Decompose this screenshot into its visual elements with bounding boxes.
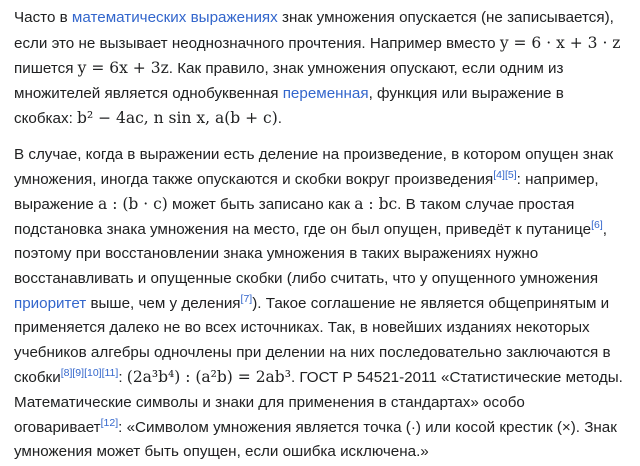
reference-9[interactable]: [9] bbox=[72, 367, 85, 380]
reference-7[interactable]: [7] bbox=[240, 292, 253, 305]
text: , функция или выражение в скобках: bbox=[14, 84, 564, 128]
formula-short: a : bc bbox=[354, 195, 398, 214]
text: . bbox=[277, 110, 282, 128]
reference-4[interactable]: [4] bbox=[493, 168, 505, 181]
formula-example-short: y = 6x + 3z bbox=[77, 59, 169, 78]
text: пишется bbox=[14, 60, 78, 78]
text: . Как правило, знак умножения опускают, если одним из множителей является однобуквенная bbox=[14, 60, 564, 102]
paragraph-omitting-multiplication bbox=[14, 6, 626, 132]
text: : например, выражение bbox=[14, 170, 599, 214]
reference-11[interactable]: [11] bbox=[101, 367, 119, 380]
reference-10[interactable]: [10] bbox=[84, 367, 102, 380]
formula-division: (2a³b⁴) : (a²b) = 2ab³ bbox=[126, 368, 291, 387]
text: Часто в bbox=[14, 9, 72, 26]
text: : «Символом умножения является точка (·) или косой крестик (×). Знак умножения может быть опущен, если ошибка исключена.» bbox=[14, 418, 617, 461]
link-mathematical-expressions[interactable]: математических выражениях bbox=[71, 9, 278, 26]
link-priority[interactable]: приоритет bbox=[14, 294, 87, 312]
formula-expression: a : (b · c) bbox=[98, 195, 168, 214]
formula-list: b² − 4ac, n sin x, a(b + c) bbox=[77, 109, 278, 128]
paragraph-division-convention bbox=[14, 143, 626, 465]
link-variable[interactable]: переменная bbox=[282, 84, 369, 102]
reference-5[interactable]: [5] bbox=[504, 168, 517, 181]
formula-example-full: y = 6 · x + 3 · z bbox=[499, 33, 621, 52]
reference-6[interactable]: [6] bbox=[591, 218, 603, 231]
text: : bbox=[118, 369, 127, 387]
reference-12[interactable]: [12] bbox=[100, 416, 119, 429]
text: В случае, когда в выражении есть деление на произведение, в котором опущен знак умножения, иногда также опускаются и скобки вокруг произведения bbox=[14, 145, 614, 188]
text: знак умножения опускается (не записывается), если это не вызывает неоднозначного прочтения. Например вместо bbox=[14, 9, 614, 52]
text: ). Такое соглашение не является общепринятым и применяется далеко не во всех источниках. Так, в новейших изданиях некоторых учебников алгебры одночлены при делении на них последовательно заключаются в скобки bbox=[14, 294, 611, 387]
text: , поэтому при восстановлении знака умножения в таких выражениях нужно восстанавливать и опущенные скобки (либо считать, что у опущенного умножения bbox=[14, 220, 607, 287]
text: . ГОСТ Р 54521-2011 «Статистические методы. Математические символы и знаки для применения в стандартах» особо оговаривает bbox=[14, 369, 623, 436]
reference-8[interactable]: [8] bbox=[60, 367, 73, 380]
text: выше, чем у деления bbox=[86, 294, 241, 312]
text: . В таком случае простая подстановка знака умножения на место, где он был опущен, приведёт к путанице bbox=[14, 196, 592, 238]
text: может быть записано как bbox=[167, 196, 355, 214]
